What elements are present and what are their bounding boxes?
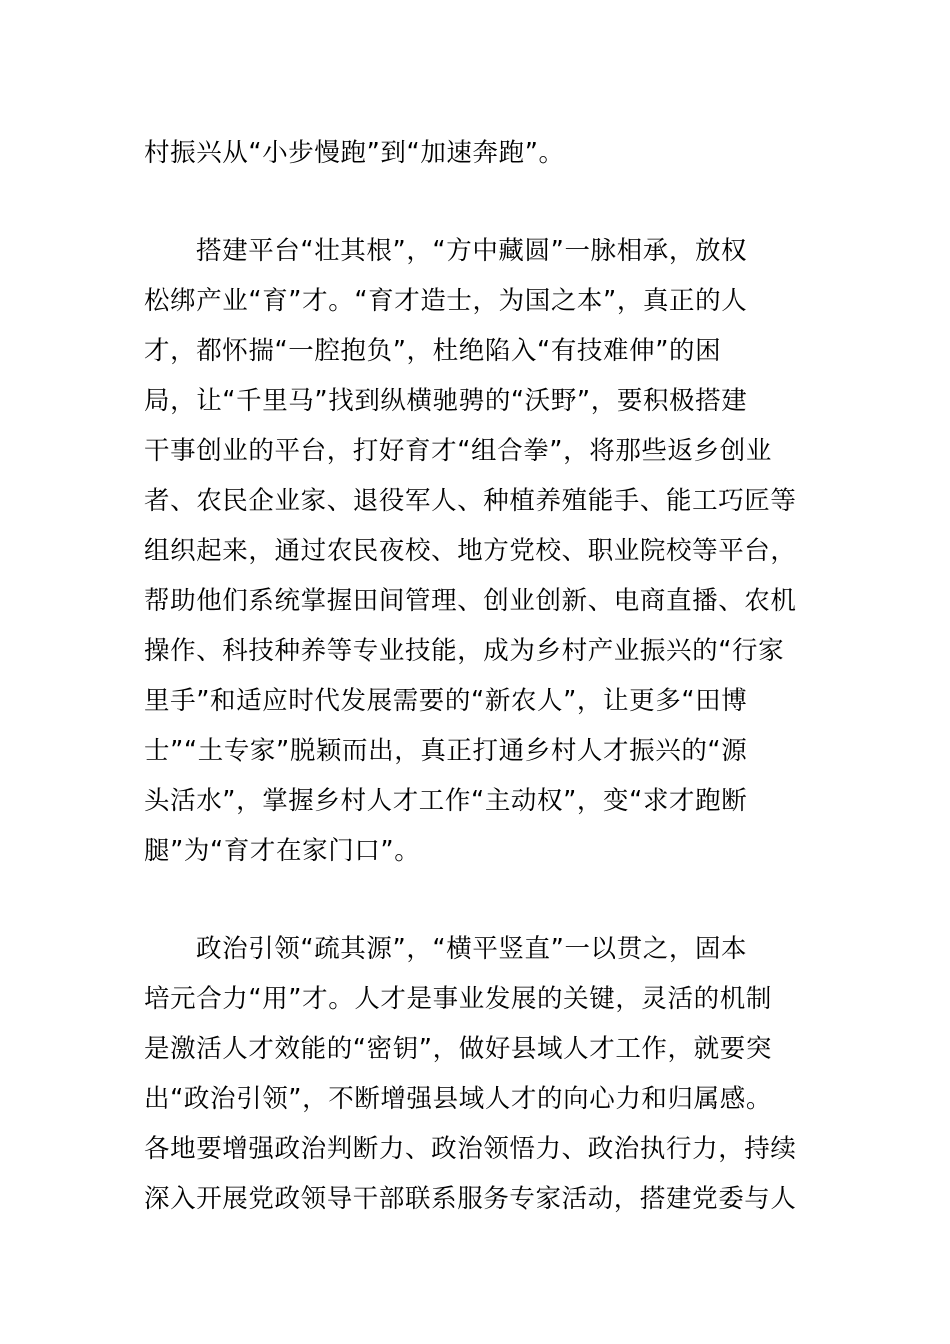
paragraph-3-line-1: 政治引领“疏其源”，“横平竖直”一以贯之，固本 bbox=[196, 934, 748, 964]
paragraph-2-line-13: 腿”为“育才在家门口”。 bbox=[144, 836, 421, 866]
paragraph-3-line-2: 培元合力“用”才。人才是事业发展的关键，灵活的机制 bbox=[144, 984, 772, 1014]
paragraph-2-line-9: 操作、科技种养等专业技能，成为乡村产业振兴的“行家 bbox=[144, 636, 785, 666]
paragraph-2-line-11: 士”“土专家”脱颖而出，真正打通乡村人才振兴的“源 bbox=[144, 736, 748, 766]
paragraph-2-line-10: 里手”和适应时代发展需要的“新农人”，让更多“田博 bbox=[144, 686, 748, 716]
paragraph-2-line-8: 帮助他们系统掌握田间管理、创业创新、电商直播、农机 bbox=[144, 586, 797, 616]
paragraph-3-line-4: 出“政治引领”，不断增强县域人才的向心力和归属感。 bbox=[144, 1084, 772, 1114]
paragraph-2-line-6: 者、农民企业家、退役军人、种植养殖能手、能工巧匠等 bbox=[144, 486, 797, 516]
paragraph-3-line-6: 深入开展党政领导干部联系服务专家活动，搭建党委与人 bbox=[144, 1184, 797, 1214]
paragraph-2-line-12: 头活水”，掌握乡村人才工作“主动权”，变“求才跑断 bbox=[144, 786, 748, 816]
paragraph-3-line-5: 各地要增强政治判断力、政治领悟力、政治执行力，持续 bbox=[144, 1134, 797, 1164]
paragraph-3-line-3: 是激活人才效能的“密钥”，做好县域人才工作，就要突 bbox=[144, 1034, 772, 1064]
paragraph-2-line-5: 干事创业的平台，打好育才“组合拳”，将那些返乡创业 bbox=[144, 436, 772, 466]
paragraph-2-line-2: 松绑产业“育”才。“育才造士，为国之本”，真正的人 bbox=[144, 286, 748, 316]
paragraph-2-line-3: 才，都怀揣“一腔抱负”，杜绝陷入“有技难伸”的困 bbox=[144, 336, 722, 366]
paragraph-1-line-1: 村振兴从“小步慢跑”到“加速奔跑”。 bbox=[144, 138, 565, 168]
paragraph-2-line-7: 组织起来，通过农民夜校、地方党校、职业院校等平台， bbox=[144, 536, 797, 566]
paragraph-2-line-1: 搭建平台“壮其根”，“方中藏圆”一脉相承，放权 bbox=[196, 236, 748, 266]
paragraph-2-line-4: 局，让“千里马”找到纵横驰骋的“沃野”，要积极搭建 bbox=[144, 386, 748, 416]
